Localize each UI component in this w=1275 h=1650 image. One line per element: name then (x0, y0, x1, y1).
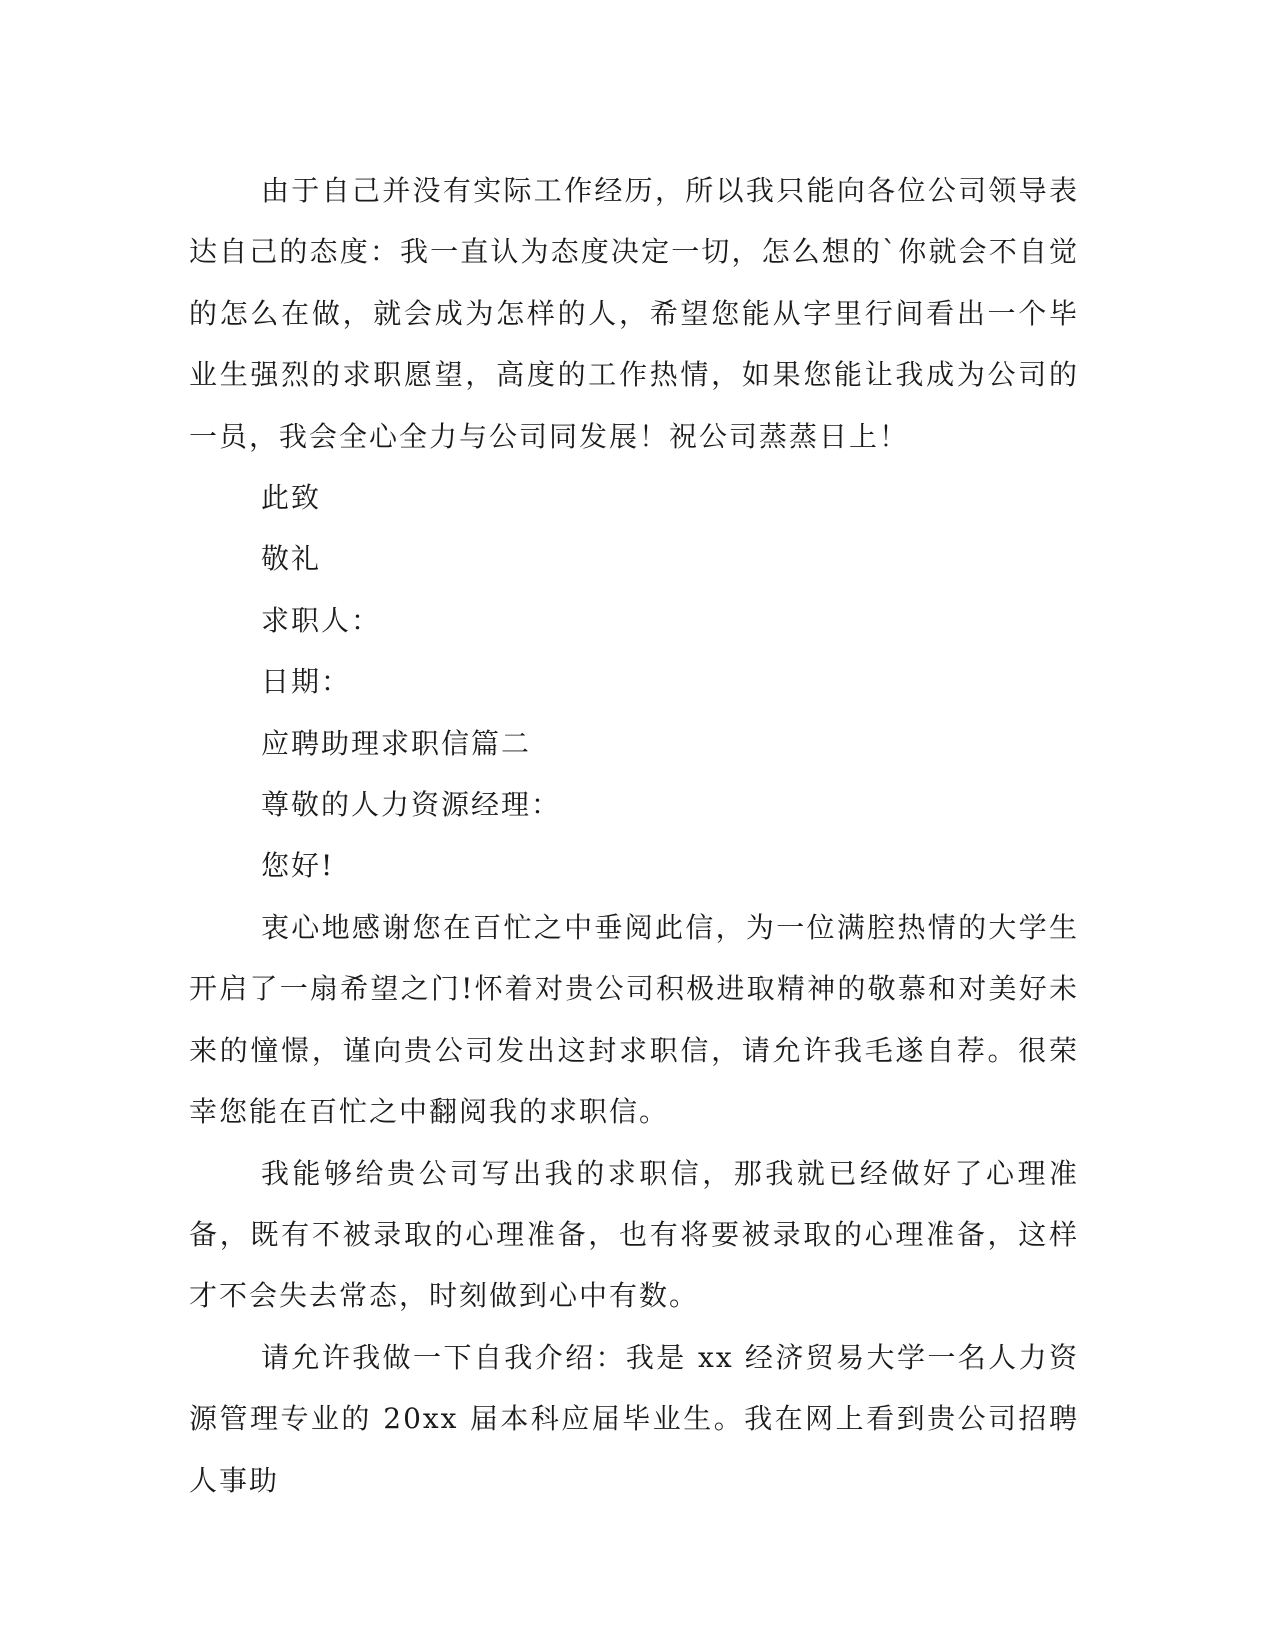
paragraph-attitude: 由于自己并没有实际工作经历，所以我只能向各位公司领导表达自己的态度：我一直认为态度决定一切，怎么想的`你就会不自觉的怎么在做，就会成为怎样的人，希望您能从字里行间看出一个毕业生强烈的求职愿望，高度的工作热情，如果您能让我成为公司的一员，我会全心全力与公司同发展！祝公司蒸蒸日上！ (189, 174, 1079, 453)
applicant-label: 求职人： (261, 603, 382, 637)
section-heading: 应聘助理求职信篇二 (261, 726, 532, 760)
paragraph-thanks: 衷心地感谢您在百忙之中垂阅此信，为一位满腔热情的大学生开启了一扇希望之门!怀着对贵公司积极进取精神的敬慕和对美好未来的憧憬，谨向贵公司发出这封求职信，请允许我毛遂自荐。很荣幸您能在百忙之中翻阅我的求职信。 (189, 910, 1079, 1129)
greeting: 您好! (261, 849, 335, 883)
salutation: 尊敬的人力资源经理： (261, 788, 562, 822)
date-label: 日期： (261, 665, 352, 699)
paragraph-introduction: 请允许我做一下自我介绍：我是 xx 经济贸易大学一名人力资源管理专业的 20xx 届本科应届毕业生。我在网上看到贵公司招聘人事助 (189, 1340, 1079, 1497)
closing-cizhi: 此致 (261, 481, 322, 515)
paragraph-preparation: 我能够给贵公司写出我的求职信，那我就已经做好了心理准备，既有不被录取的心理准备，也有将要被录取的心理准备，这样才不会失去常态，时刻做到心中有数。 (189, 1156, 1079, 1313)
letter-body (189, 160, 1079, 1511)
closing-jingli: 敬礼 (261, 542, 322, 576)
